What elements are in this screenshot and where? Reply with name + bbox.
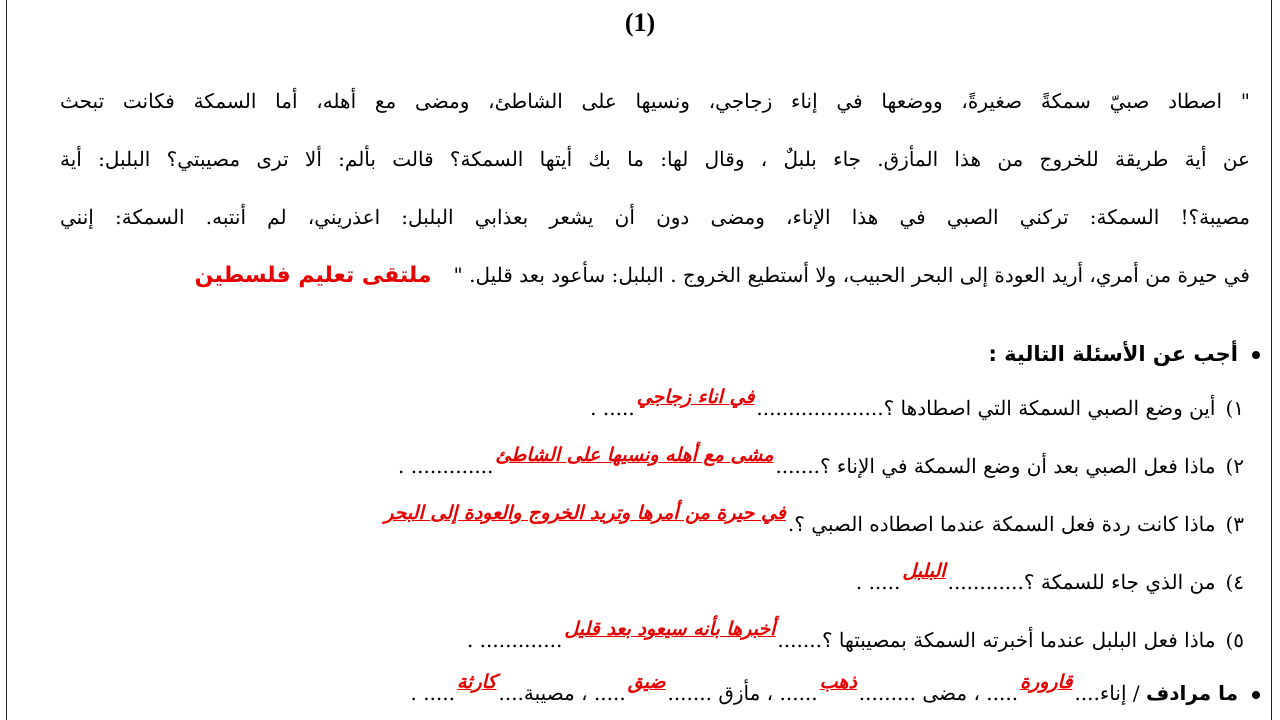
questions-list bbox=[382, 382, 1244, 672]
section-heading bbox=[988, 334, 1260, 374]
synonym-answer: قارورة bbox=[1020, 671, 1073, 693]
passage-line bbox=[60, 250, 1250, 308]
answer-dots: ....... bbox=[775, 454, 820, 478]
watermark: ملتقى تعليم فلسطين bbox=[194, 263, 432, 288]
answer-text: مشى مع أهله ونسيها على الشاطئ bbox=[495, 444, 774, 466]
answer-dots: ....... bbox=[667, 681, 712, 705]
question-number: ٥) bbox=[1225, 628, 1244, 652]
answer-dots: .... bbox=[498, 681, 524, 705]
answer-dots: ..... bbox=[986, 681, 1019, 705]
question-number: ٤) bbox=[1225, 570, 1244, 594]
bullet-icon bbox=[1252, 691, 1260, 699]
answer-dots: ............. . bbox=[398, 454, 494, 478]
question-item bbox=[382, 556, 1244, 614]
question-text: ماذا فعل البلبل عندما أخبرته السمكة بمصيبتها ؟ bbox=[821, 628, 1216, 652]
answer-dots: ............ bbox=[947, 570, 1024, 594]
answer-dots: ..... . bbox=[410, 681, 455, 705]
passage-line-text: في حيرة من أمري، أريد العودة إلى البحر الحبيب، ولا أستطيع الخروج . البلبل: سأعود بعد قليل. " bbox=[453, 263, 1250, 287]
passage-line: " اصطاد صبيّ سمكةً صغيرةً، ووضعها في إناء زجاجي، ونسيها على الشاطئ، ومضى مع أهله، أما السمكة فكانت تبحث bbox=[60, 89, 1250, 113]
answer-dots: ..... bbox=[593, 681, 626, 705]
answer-dots: ...... bbox=[779, 681, 818, 705]
answer-dots: ....... bbox=[777, 628, 822, 652]
answer-dots: ..... . bbox=[855, 570, 901, 594]
synonym-answer: كارثة bbox=[457, 671, 497, 693]
synonym-answer: ضيق bbox=[627, 671, 666, 693]
synonym-word: مصيبة bbox=[523, 681, 575, 705]
synonym-word: مضى bbox=[922, 681, 968, 705]
answer-text: في اناء زجاجي bbox=[636, 386, 755, 408]
answer-dots: .................... bbox=[756, 396, 884, 420]
question-text: من الذي جاء للسمكة ؟ bbox=[1023, 570, 1216, 594]
question-text: ماذا فعل الصبي بعد أن وضع السمكة في الإناء ؟ bbox=[819, 454, 1216, 478]
passage-line: مصيبة؟! السمكة: تركني الصبي في هذا الإناء، ومضى دون أن يشعر بعذابي البلبل: اعذريني، لم أنتبه. السمكة: إنني bbox=[60, 205, 1250, 229]
synonyms-label: ما مرادف bbox=[1145, 681, 1238, 705]
answer-dots: .... bbox=[1074, 681, 1100, 705]
bullet-icon bbox=[1252, 351, 1260, 359]
page-border-left bbox=[6, 0, 7, 720]
answer-text: أخبرها بأنه سيعود بعد قليل bbox=[564, 618, 776, 640]
question-item bbox=[382, 614, 1244, 672]
question-number: ٢) bbox=[1225, 454, 1244, 478]
answer-text: البلبل bbox=[902, 560, 946, 582]
question-number: ١) bbox=[1225, 396, 1244, 420]
answer-dots: . bbox=[787, 512, 795, 536]
passage-line: عن أية طريقة للخروج من هذا المأزق. جاء بلبلٌ ، وقال لها: ما بك أيتها السمكة؟ قالت بألم: ألا ترى مصيبتي؟ البلبل: أية bbox=[60, 147, 1250, 171]
answer-dots: ......... bbox=[858, 681, 917, 705]
page-number: (1) bbox=[624, 8, 656, 37]
answer-dots: ............. . bbox=[466, 628, 563, 652]
synonym-answer: ذهب bbox=[819, 671, 857, 693]
question-text: أين وضع الصبي السمكة التي اصطادها ؟ bbox=[883, 396, 1216, 420]
section-heading-text: أجب عن الأسئلة التالية : bbox=[988, 342, 1238, 366]
answer-dots: ..... . bbox=[590, 396, 635, 420]
question-text: ماذا كانت ردة فعل السمكة عندما اصطاده الصبي ؟ bbox=[794, 512, 1216, 536]
answer-text: في حيرة من أمرها وتريد الخروج والعودة إلى البحر bbox=[384, 502, 786, 524]
question-number: ٣) bbox=[1225, 512, 1244, 536]
reading-passage bbox=[60, 76, 1250, 308]
page-border-right bbox=[1271, 0, 1272, 720]
synonyms-row: ما مرادف / إناء....قارورة..... ، مضى .........ذهب...... ، مأزق .......ضيق..... ، مصيبة....كارثة..... . bbox=[410, 668, 1260, 719]
question-item bbox=[382, 498, 1244, 556]
synonym-word: مأزق bbox=[718, 681, 761, 705]
synonym-word: إناء bbox=[1099, 681, 1127, 705]
synonyms-slash: / bbox=[1132, 681, 1140, 705]
